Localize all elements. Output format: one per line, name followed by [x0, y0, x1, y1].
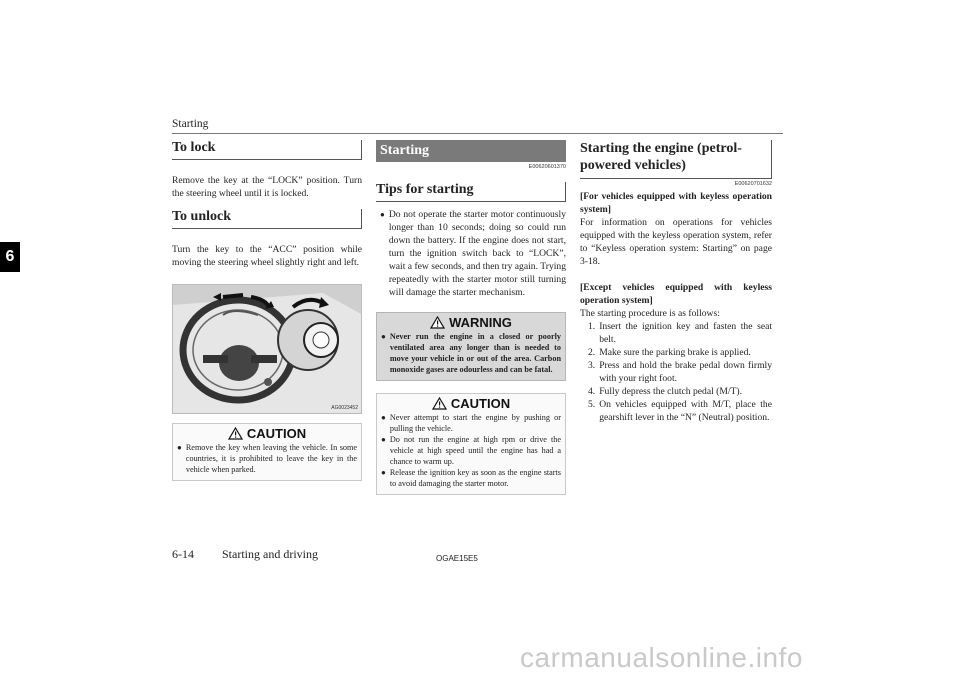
keyless-heading: [For vehicles equipped with keyless operation system] [580, 191, 772, 215]
step-item: 4. Fully depress the clutch pedal (M/T). [588, 386, 743, 397]
bullet-icon: ● [380, 210, 385, 219]
step-item: 2. Make sure the parking brake is applied. [588, 347, 751, 358]
starting-steps [580, 320, 772, 424]
bullet-icon: ● [381, 332, 386, 341]
chapter-tab: 6 [0, 242, 20, 272]
column-3 [580, 140, 772, 424]
footer-doc-code: OGAE15E5 [436, 554, 478, 563]
starting-engine-heading: Starting the engine (petrol-powered vehicles) [580, 140, 772, 179]
caution-title: CAUTION [246, 426, 307, 441]
to-lock-heading: To lock [172, 140, 362, 160]
column-1 [172, 140, 362, 481]
step-item: 5. On vehicles equipped with M/T, place the gearshift lever in the “N” (Neutral) position. [588, 399, 772, 423]
caution-box-1 [172, 423, 362, 481]
except-keyless-heading: [Except vehicles equipped with keyless operation system] [580, 282, 772, 306]
bullet-icon: ● [177, 443, 182, 452]
caution-item: ● Never attempt to start the engine by pushing or pulling the vehicle. [381, 413, 561, 433]
caution-list [173, 442, 361, 480]
warning-triangle-icon [430, 316, 445, 329]
step-item: 3. Press and hold the brake pedal down firmly with your right foot. [588, 360, 772, 384]
column-2 [376, 140, 566, 495]
caution-triangle-icon [432, 397, 447, 410]
figure-id: AG0023452 [331, 405, 358, 411]
warning-item: ● Never run the engine in a closed or poorly ventilated area any longer than is needed to move your vehicle in or out of the area. Carbon monoxide gases are odourless and can be fatal. [381, 332, 561, 374]
procedure-intro: The starting procedure is as follows: [580, 308, 720, 319]
keyless-text: For information on operations for vehicles equipped with the keyless operation system, refer to “Keyless operation system: Starting” on page 3-18. [580, 217, 772, 267]
caution-item: ● Release the ignition key as soon as the engine starts to avoid damaging the starter motor. [381, 468, 561, 488]
footer-section-name: Starting and driving [222, 547, 318, 561]
warning-header [377, 313, 565, 331]
caution-item: ● Remove the key when leaving the vehicle. In some countries, it is prohibited to leave the key in the vehicle when parked. [177, 443, 357, 474]
to-unlock-heading: To unlock [172, 209, 362, 229]
to-lock-text: Remove the key at the “LOCK” position. Turn the steering wheel until it is locked. [172, 175, 362, 199]
page-number: 6-14 [172, 547, 194, 561]
caution-triangle-icon [228, 427, 243, 440]
caution-list [377, 412, 565, 494]
section-title-bar: Starting [376, 140, 566, 162]
bullet-icon: ● [381, 468, 386, 477]
header-rule [172, 133, 783, 134]
warning-title: WARNING [449, 315, 512, 330]
step-item: 1. Insert the ignition key and fasten the seat belt. [588, 321, 772, 345]
to-unlock-text: Turn the key to the “ACC” position while moving the steering wheel slightly right and left. [172, 244, 362, 268]
steering-wheel-illustration [173, 285, 362, 414]
section-code: E00620701632 [734, 181, 772, 187]
warning-box [376, 312, 566, 381]
watermark: carmanualsonline.info [520, 642, 803, 673]
tips-item: ● Do not operate the starter motor continuously longer than 10 seconds; doing so could run down the battery. If the engine does not start, turn the ignition switch back to “LOCK”, wait a few seconds, and then try again. Trying repeatedly with the starter motor still turning will damage the starter mechanism. [376, 208, 566, 299]
steering-wheel-photo [172, 284, 362, 414]
caution-title: CAUTION [450, 396, 511, 411]
caution-item: ● Do not run the engine at high rpm or drive the vehicle at high speed until the engine has had a chance to warm up. [381, 435, 561, 466]
tips-heading: Tips for starting [376, 182, 566, 202]
running-header: Starting [172, 118, 209, 130]
section-code: E00620601370 [528, 164, 566, 170]
bullet-icon: ● [381, 435, 386, 444]
caution-box-2 [376, 393, 566, 495]
bullet-icon: ● [381, 413, 386, 422]
tips-list [376, 208, 566, 299]
caution-header [377, 394, 565, 412]
caution-header [173, 424, 361, 442]
warning-list [377, 331, 565, 380]
